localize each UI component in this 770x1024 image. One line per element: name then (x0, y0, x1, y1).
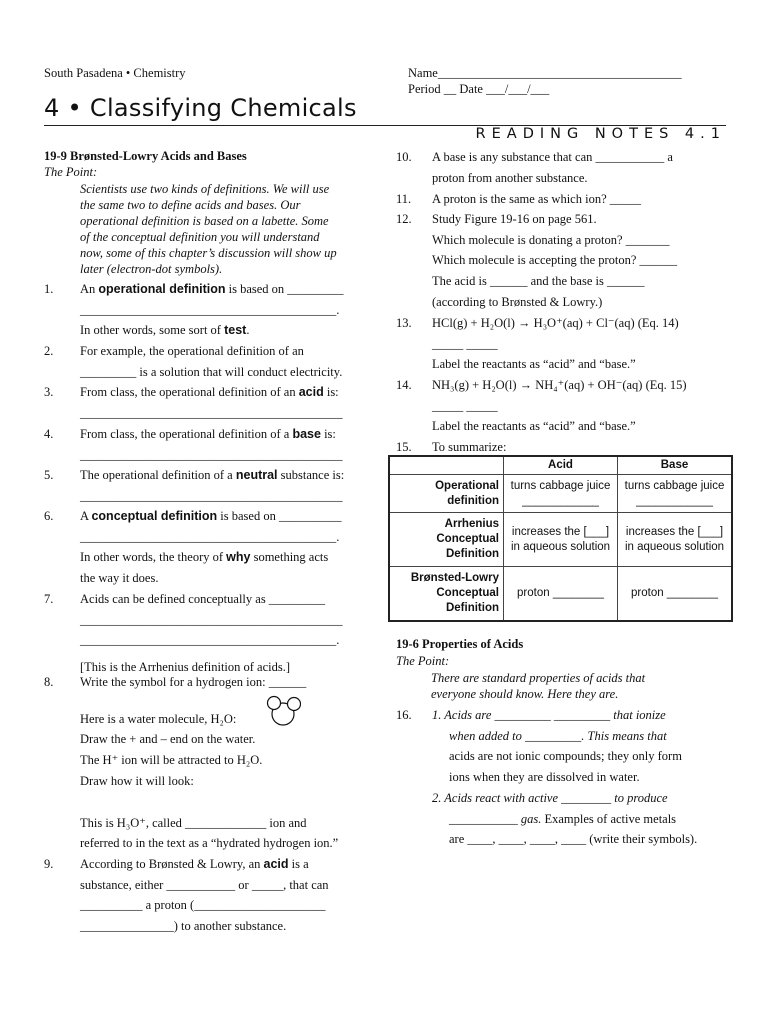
q16-line-7[interactable]: are ____, ____, ____, ____ (write their symbols). (449, 832, 698, 847)
q7-answer-line[interactable]: __________________________________________ (80, 612, 343, 627)
q15-line-1: To summarize: (432, 440, 507, 454)
q5-answer-line[interactable]: __________________________________________ (80, 488, 343, 503)
cell-base-bronsted-lowry[interactable]: proton ________ (618, 567, 733, 621)
q16-line-6b: Examples of active metals (541, 811, 677, 826)
q3-answer-line[interactable]: __________________________________________ (80, 405, 343, 420)
q12-line-3[interactable]: Which molecule is accepting the proton? ______ (432, 253, 678, 268)
table-corner (389, 456, 504, 475)
q6-text-3: something acts (250, 550, 329, 565)
point-text (80, 181, 337, 277)
q8-line-6[interactable]: This is H₃O⁺, called _____________ ion and (80, 815, 307, 830)
q12-line-5: (according to Brønsted & Lowry.) (432, 294, 603, 309)
row-label-arrhenius: Arrhenius Conceptual Definition (389, 513, 504, 567)
question-number: 1. (44, 282, 54, 296)
table-row (389, 567, 732, 621)
point-line: the same two to define acids and bases. Our (80, 198, 301, 212)
q16-line-6a[interactable]: ___________ gas. (449, 811, 542, 826)
q14-instruction: Label the reactants as “acid” and “base.” (432, 419, 636, 434)
q14-equation: NH₃(g) + H₂O(l) → NH₄⁺(aq) + OH⁻(aq) (Eq. 15) (432, 378, 687, 392)
q16-line-3: acids are not ionic compounds; they only form (449, 749, 682, 764)
question-number: 15. (396, 440, 412, 454)
q4-text: From class, the operational definition of a (80, 427, 293, 441)
cell-acid-bronsted-lowry[interactable]: proton ________ (504, 567, 618, 621)
q9-text-2: is a (288, 857, 309, 871)
q5-text: The operational definition of a (80, 468, 236, 482)
q10-line-2: proton from another substance. (432, 170, 588, 185)
question-number: 5. (44, 468, 54, 482)
q11-line-1[interactable]: A proton is the same as which ion? _____ (432, 192, 641, 206)
q6-blank[interactable]: is based on __________ (217, 509, 342, 523)
q1-term-2: test (224, 323, 247, 338)
q3-term: acid (298, 385, 324, 399)
question-number: 4. (44, 427, 54, 441)
q14-label-blanks[interactable]: _____ _____ (432, 398, 498, 413)
q16-line-1[interactable]: 1. Acids are _________ _________ that ionize (432, 708, 666, 722)
question-number: 7. (44, 592, 54, 606)
q3-text: From class, the operational definition of an (80, 385, 299, 399)
q4-text-2: is: (320, 427, 336, 441)
q8-line-5: Draw how it will look: (80, 773, 194, 788)
question-number: 6. (44, 509, 54, 523)
question-number: 11. (396, 192, 412, 206)
q6-term-2: why (226, 550, 251, 565)
section-title: 19-9 Brønsted-Lowry Acids and Bases (44, 149, 247, 163)
q16-line-2[interactable]: when added to _________. This means that (449, 728, 667, 743)
q5-term: neutral (235, 468, 278, 482)
q4-term: base (292, 427, 321, 441)
point-label: The Point: (44, 165, 98, 179)
table-row (389, 513, 732, 567)
q9-term: acid (263, 857, 289, 871)
q1-blank[interactable]: is based on _________ (225, 282, 344, 296)
table-row (389, 475, 732, 513)
q13-label-blanks[interactable]: _____ _____ (432, 336, 498, 351)
cell-base-arrhenius[interactable]: increases the [___] in aqueous solution (618, 513, 733, 567)
question-number: 10. (396, 150, 412, 164)
q8-line-4: The H⁺ ion will be attracted to H₂O. (80, 753, 263, 768)
point-line: later (electron-dot symbols). (80, 262, 223, 276)
question-number: 14. (396, 378, 412, 392)
q8-line-7: referred to in the text as a “hydrated hydrogen ion.” (80, 836, 339, 851)
period-date-field[interactable]: Period __ Date ___/___/___ (408, 82, 550, 96)
question-number: 8. (44, 675, 54, 689)
q7-line-1[interactable]: Acids can be defined conceptually as _________ (80, 592, 326, 606)
cell-acid-arrhenius[interactable]: increases the [___] in aqueous solution (504, 513, 618, 567)
q8-line-2: Here is a water molecule, H₂O: (80, 711, 237, 726)
q9-line-3[interactable]: __________ a proton (_____________________ (80, 898, 326, 913)
q6-term: conceptual definition (91, 509, 218, 523)
q7-note: [This is the Arrhenius definition of acids.] (80, 660, 291, 675)
q9-text: According to Brønsted & Lowry, an (80, 857, 264, 871)
reading-notes-label: READING NOTES 4.1 (475, 126, 726, 142)
q8-line-3: Draw the + and – end on the water. (80, 732, 256, 747)
page-title: 4 • Classifying Chemicals (44, 94, 357, 122)
q8-line-1[interactable]: Write the symbol for a hydrogen ion: ______ (80, 675, 307, 689)
q1-text-3: . (246, 323, 250, 338)
q2-line-2[interactable]: _________ is a solution that will conduct electricity. (80, 364, 343, 379)
point-2-label: The Point: (396, 654, 450, 668)
q10-line-1[interactable]: A base is any substance that can ___________ a (432, 150, 673, 164)
point-2-line: everyone should know. Here they are. (431, 687, 619, 701)
q3-text-2: is: (323, 385, 339, 399)
question-number: 13. (396, 316, 412, 330)
q6-text-2: In other words, the theory of (80, 550, 227, 565)
q9-line-4[interactable]: _______________) to another substance. (80, 919, 287, 934)
point-2-text (431, 670, 645, 702)
q7-answer-line-2[interactable]: _________________________________________. (80, 633, 340, 648)
q5-text-2: substance is: (277, 468, 345, 482)
q13-equation: HCl(g) + H₂O(l) → H₃O⁺(aq) + Cl⁻(aq) (Eq. 14) (432, 316, 679, 330)
question-number: 16. (396, 708, 412, 722)
q1-term: operational definition (98, 282, 226, 296)
point-line: operational definition is based on a labette. Some (80, 214, 329, 228)
point-line: now, some of this chapter’s discussion will show up (80, 246, 337, 260)
column-header-acid: Acid (504, 456, 618, 475)
q12-line-4[interactable]: The acid is ______ and the base is ______ (432, 274, 645, 289)
q12-line-2[interactable]: Which molecule is donating a proton? _______ (432, 232, 670, 247)
q16-line-5[interactable]: 2. Acids react with active ________ to produce (432, 790, 668, 805)
point-line: of the conceptual definition you will understand (80, 230, 320, 244)
summary-table (388, 455, 733, 622)
point-2-line: There are standard properties of acids that (431, 671, 646, 685)
school-course: South Pasadena • Chemistry (44, 66, 186, 80)
q4-answer-line[interactable]: __________________________________________ (80, 447, 343, 462)
q6-line-4: the way it does. (80, 571, 159, 586)
name-field[interactable]: Name_______________________________________ (408, 66, 682, 80)
table-header-row (389, 456, 732, 475)
q1-text: An (80, 282, 99, 296)
water-molecule-icon (263, 694, 301, 728)
cell-acid-operational[interactable]: turns cabbage juice ____________ (504, 475, 618, 513)
column-header-base: Base (618, 456, 733, 475)
q1-text-2: In other words, some sort of (80, 323, 225, 338)
cell-base-operational[interactable]: turns cabbage juice ____________ (618, 475, 733, 513)
question-number: 12. (396, 212, 412, 226)
point-line: Scientists use two kinds of definitions. We will use (80, 182, 330, 196)
q12-line-1: Study Figure 19-16 on page 561. (432, 212, 597, 226)
q1-answer-line[interactable]: _________________________________________. (80, 302, 340, 317)
question-number: 9. (44, 857, 54, 871)
question-number: 3. (44, 385, 54, 399)
row-label-operational: Operational definition (389, 475, 504, 513)
q9-line-2[interactable]: substance, either ___________ or _____, that can (80, 877, 329, 892)
q6-text: A (80, 509, 92, 523)
q2-line-1: For example, the operational definition of an (80, 344, 304, 358)
q6-answer-line[interactable]: _________________________________________. (80, 529, 340, 544)
section-2-title: 19-6 Properties of Acids (396, 637, 524, 651)
q13-instruction: Label the reactants as “acid” and “base.” (432, 357, 636, 372)
q16-line-4: ions when they are dissolved in water. (449, 770, 640, 785)
question-number: 2. (44, 344, 54, 358)
row-label-bronsted-lowry: Brønsted-Lowry Conceptual Definition (389, 567, 504, 621)
